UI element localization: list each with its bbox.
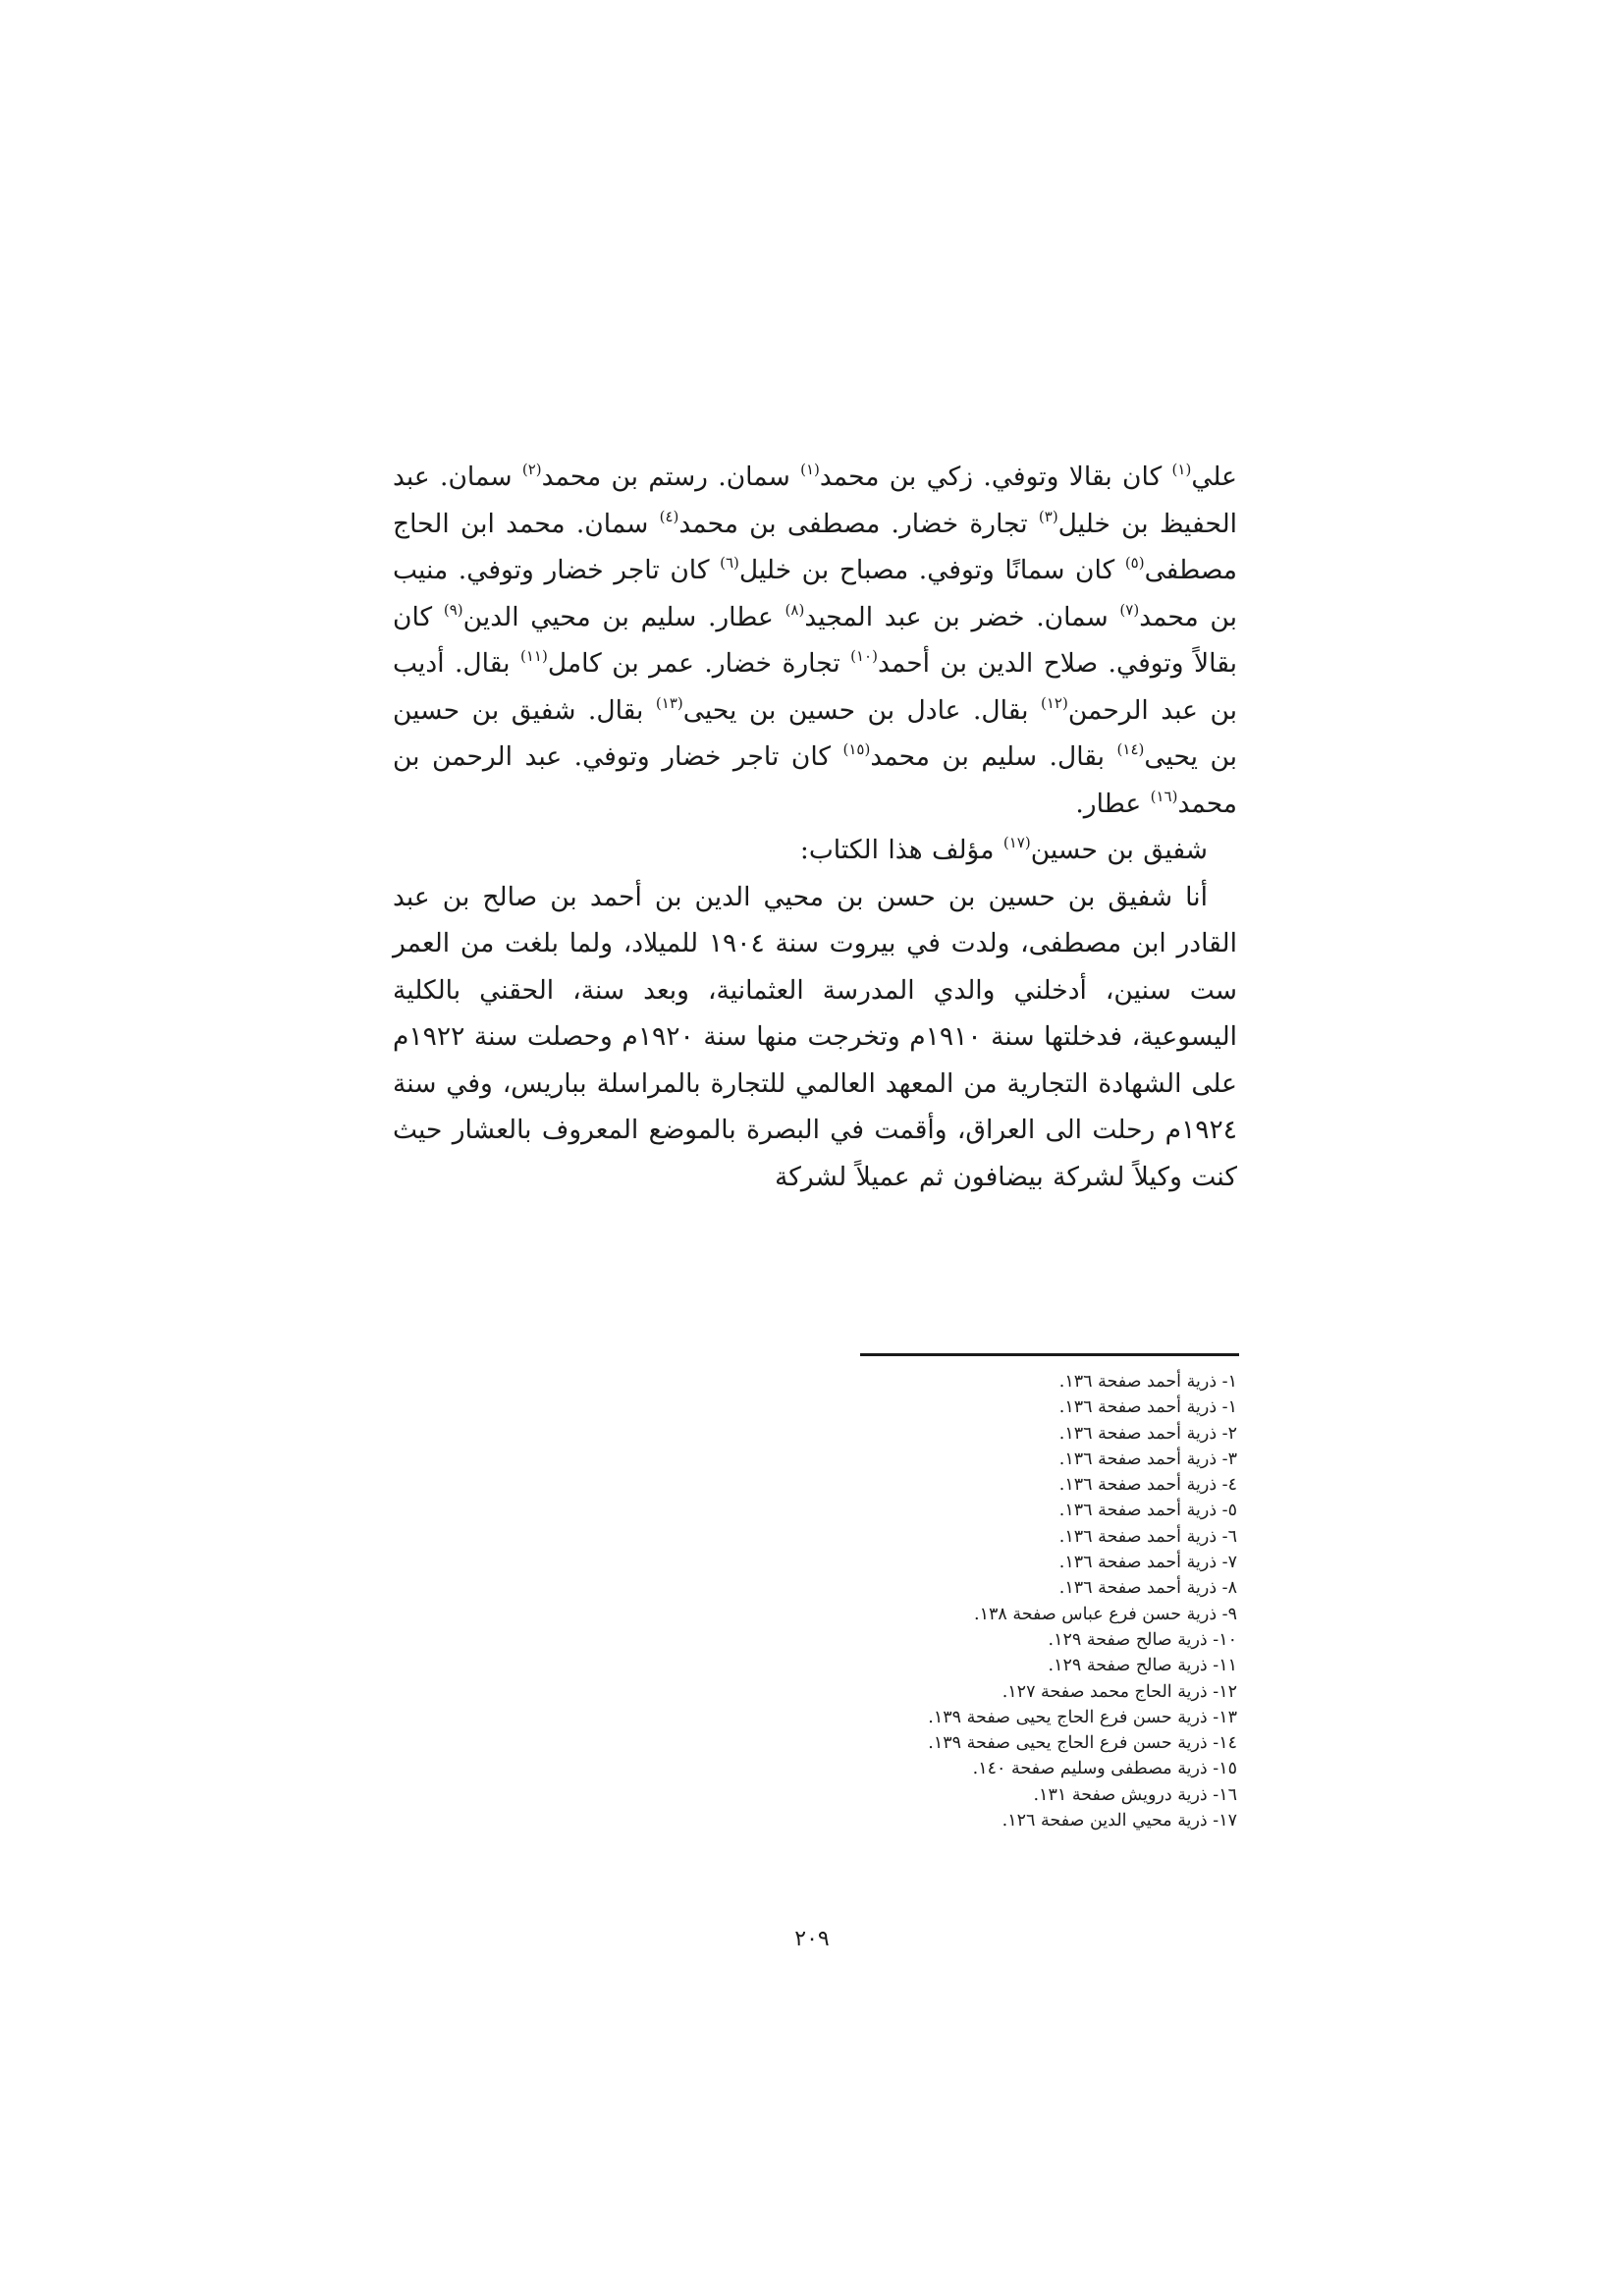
footnote-marker: (٩)	[443, 600, 463, 619]
page-number: ٢٠٩	[794, 1927, 830, 1951]
text-run: كان بقالا وتوفي. زكي بن محمد	[819, 462, 1172, 492]
footnote-item: ١٢- ذرية الحاج محمد صفحة ١٢٧.	[1001, 1681, 1237, 1702]
footnote-marker: (١٣)	[655, 693, 683, 712]
body-text	[393, 454, 1237, 1200]
text-run: كان تاجر خضار وتوفي. عبد الرحمن بن محمد	[393, 741, 1237, 819]
text-run: سمان. محمد ابن الحاج مصطفى	[393, 508, 1237, 585]
text-run: سمان. رستم بن محمد	[541, 462, 801, 492]
footnote-marker: (١٤)	[1116, 740, 1145, 758]
text-run: كان سمانًا وتوفي. مصباح بن خليل	[738, 555, 1125, 585]
text-run: علي	[1191, 462, 1237, 492]
footnote-marker: (١٥)	[842, 740, 871, 758]
footnote-marker: (١٦)	[1150, 787, 1178, 805]
paragraph-author-biography	[393, 874, 1237, 1201]
author-heading	[393, 827, 1237, 874]
footnote-item: ٤- ذرية أحمد صفحة ١٣٦.	[1058, 1475, 1237, 1496]
footnote-marker: (٢)	[521, 461, 542, 478]
footnote-marker: (١٧)	[1002, 834, 1031, 851]
text-run: سمان. عبد الحفيظ بن خليل	[393, 462, 1237, 539]
footnote-item: ١٤- ذرية حسن فرع الحاج يحيى صفحة ١٣٩.	[928, 1733, 1237, 1754]
footnote-marker: (٣)	[1038, 507, 1058, 525]
footnote-item: ٥- ذرية أحمد صفحة ١٣٦.	[1058, 1501, 1237, 1521]
text-run: مؤلف هذا الكتاب:	[799, 835, 1003, 865]
text-run: سمان. خضر بن عبد المجيد	[804, 601, 1120, 632]
footnote-item: ١- ذرية أحمد صفحة ١٣٦.	[1058, 1397, 1237, 1418]
text-run: كان بقالاً وتوفي. صلاح الدين بن أحمد	[393, 601, 1237, 679]
footnote-marker: (٤)	[659, 507, 679, 525]
footnote-item: ١- ذرية أحمد صفحة ١٣٦.	[1058, 1372, 1237, 1392]
paragraph-shop-owners	[393, 454, 1237, 827]
footnote-item: ٢- ذرية أحمد صفحة ١٣٦.	[1058, 1423, 1237, 1444]
footnote-item: ١٥- ذرية مصطفى وسليم صفحة ١٤٠.	[972, 1759, 1237, 1779]
footnote-item: ١٦- ذرية درويش صفحة ١٣١.	[1033, 1784, 1237, 1805]
footnote-item: ١٣- ذرية حسن فرع الحاج يحيى صفحة ١٣٩.	[928, 1707, 1237, 1727]
footnote-item: ٨- ذرية أحمد صفحة ١٣٦.	[1058, 1578, 1237, 1599]
text-run: شفيق بن حسين	[1030, 835, 1208, 865]
footnote-item: ١٠- ذرية صالح صفحة ١٢٩.	[1048, 1629, 1237, 1650]
footnote-marker: (١٢)	[1041, 693, 1068, 712]
footnote-item: ٩- ذرية حسن فرع عباس صفحة ١٣٨.	[974, 1604, 1237, 1624]
text-run: بقال. شفيق بن حسين بن يحيى	[393, 694, 1237, 772]
footnote-item: ٧- ذرية أحمد صفحة ١٣٦.	[1058, 1553, 1237, 1573]
footnote-marker: (١١)	[519, 647, 548, 665]
text-run: بقال. أديب بن عبد الرحمن	[393, 648, 1238, 726]
footnote-marker: (٥)	[1124, 554, 1145, 572]
footnote-marker: (٨)	[785, 600, 805, 619]
footnote-marker: (٧)	[1119, 600, 1140, 619]
footnotes-list	[687, 1369, 1237, 1833]
footnote-marker: (١٠)	[850, 647, 878, 665]
text-run: تجارة خضار. عمر بن كامل	[547, 648, 851, 679]
footnote-item: ١١- ذرية صالح صفحة ١٢٩.	[1048, 1656, 1237, 1676]
text-run: عطار. سليم بن محيي الدين	[462, 601, 785, 632]
footnote-divider	[860, 1353, 1239, 1356]
text-run: تجارة خضار. مصطفى بن محمد	[678, 508, 1039, 539]
footnote-item: ٦- ذرية أحمد صفحة ١٣٦.	[1058, 1526, 1237, 1547]
footnote-item: ٣- ذرية أحمد صفحة ١٣٦.	[1058, 1449, 1237, 1469]
text-run: أنا شفيق بن حسين بن حسن بن محيي الدين بن أحمد بن صالح بن عبد القادر ابن مصطفى، ولدت في بيروت سنة ١٩٠٤ للميلاد، ولما بلغت من العمر ست سنين، أدخلني والدي المدرسة العثمانية، وبعد سنة، الحقني بالكلية اليسوعية، فدخلتها سنة ١٩١٠م وتخرجت منها سنة ١٩٢٠م وحصلت سنة ١٩٢٢م على الشهادة التجارية من المعهد العالمي للتجارة بالمراسلة بباريس، وفي سنة ١٩٢٤م رحلت الى العراق، وأقمت في البصرة بالموضع المعروف بالعشار حيث كنت وكيلاً لشركة بيضافون ثم عميلاً لشركة	[393, 881, 1238, 1192]
footnote-marker: (٦)	[720, 554, 739, 572]
text-run: عطار.	[1075, 788, 1151, 819]
text-run: بقال. سليم بن محمد	[870, 741, 1117, 772]
footnote-item: ١٧- ذرية محيي الدين صفحة ١٢٦.	[1001, 1811, 1237, 1831]
text-run: بقال. عادل بن حسين بن يحيى	[682, 694, 1041, 726]
text-run: كان تاجر خضار وتوفي. منيب بن محمد	[393, 555, 1237, 632]
footnote-marker: (١)	[1171, 461, 1192, 478]
footnote-marker: (١)	[800, 461, 820, 478]
